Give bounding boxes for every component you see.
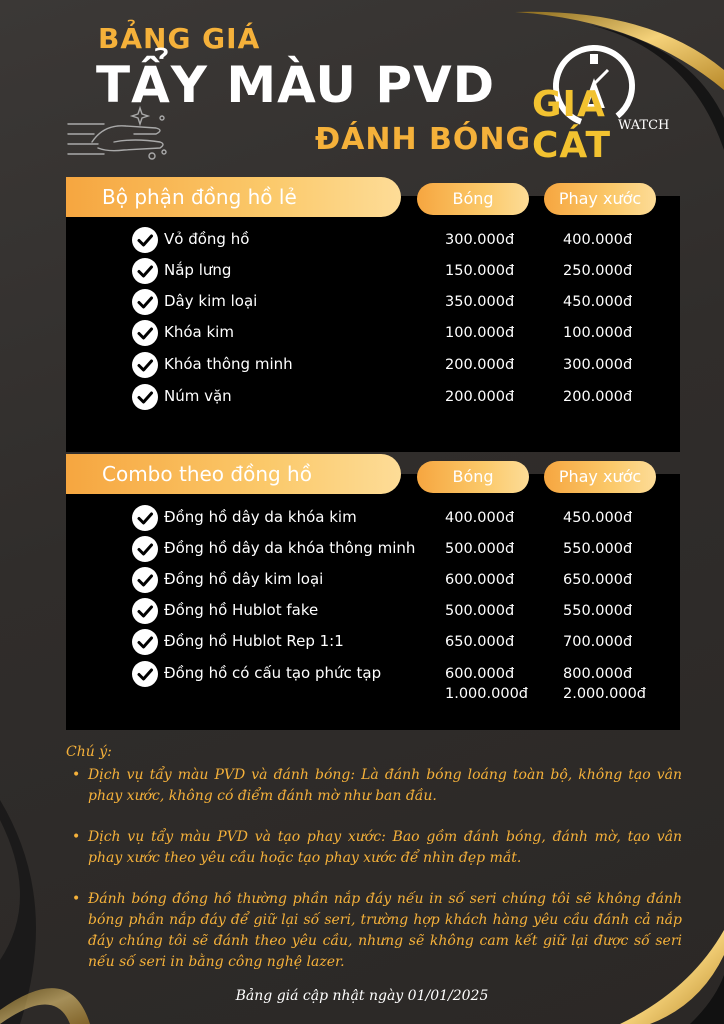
check-circle-icon — [132, 227, 158, 253]
item-name: Đồng hồ Hublot Rep 1:1 — [164, 632, 344, 650]
item-name: Núm vặn — [164, 387, 232, 405]
item-name: Đồng hồ Hublot fake — [164, 601, 319, 619]
check-circle-icon — [132, 352, 158, 378]
footer-update-date: Bảng giá cập nhật ngày 01/01/2025 — [235, 988, 489, 1004]
title-line-3: ĐÁNH BÓNG — [315, 122, 532, 157]
price-phay: 800.000đ 2.000.000đ — [563, 666, 646, 702]
item-name: Đồng hồ dây da khóa thông minh — [164, 539, 416, 557]
check-circle-icon — [132, 505, 158, 531]
price-phay: 200.000đ — [563, 389, 633, 405]
check-circle-icon — [132, 629, 158, 655]
price-bong: 500.000đ — [445, 603, 515, 619]
price-bong: 500.000đ — [445, 541, 515, 557]
section1-col-phay: Phay xước — [544, 183, 656, 215]
title-line-2: TẨY MÀU PVD — [96, 56, 496, 114]
item-name: Vỏ đồng hồ — [164, 230, 250, 248]
section2-col-phay: Phay xước — [544, 461, 656, 493]
price-bong: 200.000đ — [445, 357, 515, 373]
price-phay: 700.000đ — [563, 634, 633, 650]
check-circle-icon — [132, 536, 158, 562]
section2-col-bong: Bóng — [417, 461, 529, 493]
price-phay: 650.000đ — [563, 572, 633, 588]
price-phay: 550.000đ — [563, 603, 633, 619]
price-phay: 250.000đ — [563, 263, 633, 279]
price-phay: 450.000đ — [563, 510, 633, 526]
title-line-1: BẢNG GIÁ — [98, 22, 261, 55]
item-name: Đồng hồ dây da khóa kim — [164, 508, 357, 526]
price-bong: 350.000đ — [445, 294, 515, 310]
price-bong: 600.000đ — [445, 572, 515, 588]
check-circle-icon — [132, 320, 158, 346]
price-bong: 600.000đ 1.000.000đ — [445, 666, 528, 702]
price-bong: 650.000đ — [445, 634, 515, 650]
price-phay: 550.000đ — [563, 541, 633, 557]
item-name: Đồng hồ dây kim loại — [164, 570, 324, 588]
check-circle-icon — [132, 289, 158, 315]
price-phay: 450.000đ — [563, 294, 633, 310]
notes-title: Chú ý: — [66, 744, 112, 760]
note-item: • Đánh bóng đồng hồ thường phần nắp đáy nếu in số seri chúng tôi sẽ không đánh bóng phần nắp đáy để giữ lại số seri, trường hợp khách hàng yêu cầu đánh cả nắp đáy chúng tôi sẽ đánh theo yêu cầu, nhưng sẽ không cam kết giữ lại được số seri nếu số seri in bằng công nghệ lazer. — [66, 889, 682, 973]
section2-title: Combo theo đồng hồ — [66, 454, 401, 494]
price-phay: 400.000đ — [563, 232, 633, 248]
section1-title: Bộ phận đồng hồ lẻ — [66, 177, 401, 217]
section1-col-bong: Bóng — [417, 183, 529, 215]
item-name: Khóa kim — [164, 323, 234, 341]
price-bong: 100.000đ — [445, 325, 515, 341]
price-bong: 200.000đ — [445, 389, 515, 405]
check-circle-icon — [132, 567, 158, 593]
check-circle-icon — [132, 258, 158, 284]
item-name: Đồng hồ có cấu tạo phức tạp — [164, 664, 382, 682]
price-bong: 150.000đ — [445, 263, 515, 279]
note-item: • Dịch vụ tẩy màu PVD và đánh bóng: Là đánh bóng loáng toàn bộ, không tạo vân phay xước, không có điểm đánh mờ như ban đầu. — [66, 765, 682, 807]
price-phay: 300.000đ — [563, 357, 633, 373]
item-name: Dây kim loại — [164, 292, 258, 310]
price-bong: 300.000đ — [445, 232, 515, 248]
logo-subtext: WATCH — [618, 118, 670, 133]
check-circle-icon — [132, 598, 158, 624]
item-name: Khóa thông minh — [164, 355, 293, 373]
check-circle-icon — [132, 661, 158, 687]
logo-text: GIA CÁT — [532, 84, 612, 166]
item-name: Nắp lưng — [164, 261, 232, 279]
notes — [66, 742, 682, 973]
check-circle-icon — [132, 384, 158, 410]
price-bong: 400.000đ — [445, 510, 515, 526]
logo — [528, 44, 698, 166]
price-phay: 100.000đ — [563, 325, 633, 341]
note-item: • Dịch vụ tẩy màu PVD và tạo phay xước: Bao gồm đánh bóng, đánh mờ, tạo vân phay xước theo yêu cầu hoặc tạo phay xước để nhìn đẹp mắt. — [66, 827, 682, 869]
